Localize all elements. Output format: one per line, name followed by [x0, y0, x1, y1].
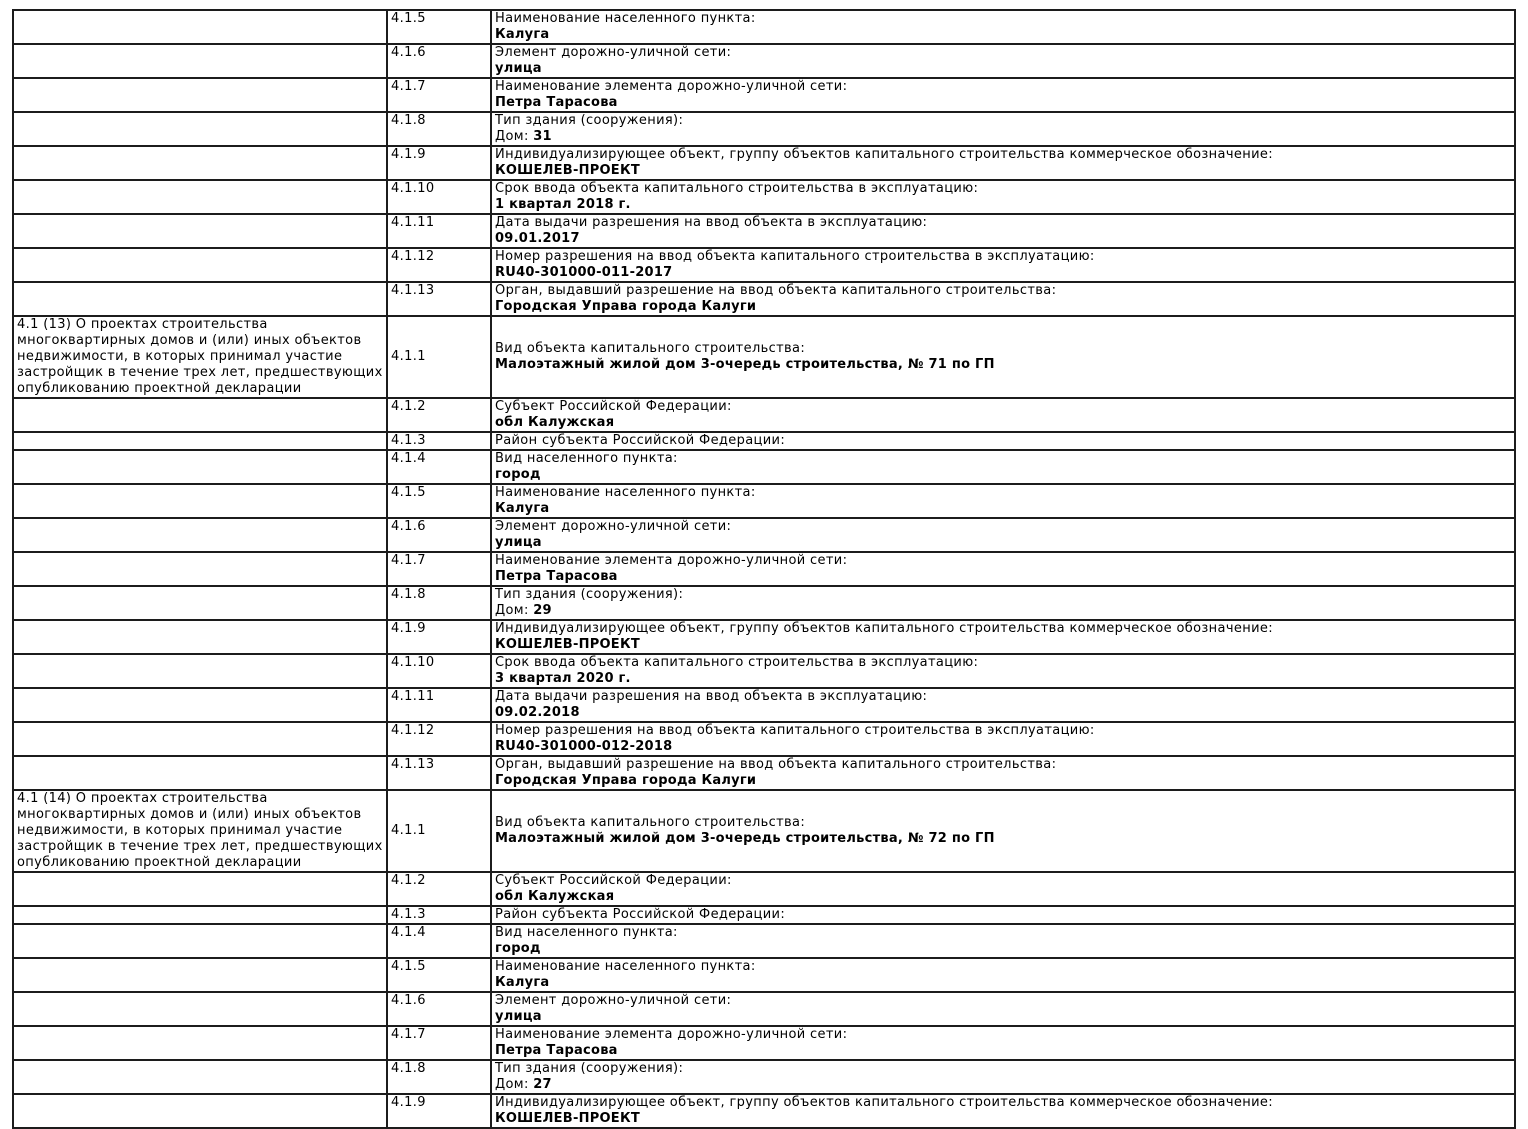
content-cell	[491, 1094, 1515, 1128]
content-cell	[491, 1026, 1515, 1060]
field-label: Субъект Российской Федерации:	[495, 399, 732, 414]
content-cell	[491, 924, 1515, 958]
table-row	[13, 958, 1515, 992]
table-row	[13, 398, 1515, 432]
table-row	[13, 518, 1515, 552]
field-value	[495, 975, 1511, 991]
item-number-cell: 4.1.10	[387, 654, 491, 688]
table-row	[13, 1060, 1515, 1094]
section-description-cell	[13, 78, 387, 112]
field-label: Субъект Российской Федерации:	[495, 873, 732, 888]
item-number-cell: 4.1.8	[387, 586, 491, 620]
content-cell	[491, 790, 1515, 872]
field-label: Тип здания (сооружения):	[495, 1061, 684, 1076]
section-description-cell	[13, 44, 387, 78]
field-label: Наименование элемента дорожно-уличной сети:	[495, 79, 848, 94]
item-number-cell: 4.1.12	[387, 248, 491, 282]
content-cell	[491, 552, 1515, 586]
declaration-table	[12, 9, 1516, 1129]
field-value-text: Петра Тарасова	[495, 95, 618, 110]
table-row	[13, 248, 1515, 282]
section-description-cell	[13, 484, 387, 518]
content-cell	[491, 484, 1515, 518]
item-number-cell: 4.1.5	[387, 958, 491, 992]
section-description-cell	[13, 112, 387, 146]
section-description-cell	[13, 146, 387, 180]
table-row	[13, 620, 1515, 654]
section-description-cell	[13, 958, 387, 992]
field-value-text: 3 квартал 2020 г.	[495, 671, 631, 686]
content-cell	[491, 958, 1515, 992]
field-label: Индивидуализирующее объект, группу объектов капитального строительства коммерческое обозначение:	[495, 147, 1273, 162]
item-number-cell: 4.1.10	[387, 180, 491, 214]
section-description-cell	[13, 992, 387, 1026]
content-cell	[491, 906, 1515, 924]
field-value	[495, 671, 1511, 687]
table-row	[13, 924, 1515, 958]
content-cell	[491, 146, 1515, 180]
field-value	[495, 231, 1511, 247]
table-row	[13, 688, 1515, 722]
field-value-prefix: Дом:	[495, 129, 534, 144]
field-label: Срок ввода объекта капитального строительства в эксплуатацию:	[495, 655, 979, 670]
table-row	[13, 214, 1515, 248]
content-cell	[491, 44, 1515, 78]
item-number-cell: 4.1.2	[387, 398, 491, 432]
field-value	[495, 831, 1511, 847]
field-value-text: обл Калужская	[495, 415, 615, 430]
content-cell	[491, 214, 1515, 248]
field-value	[495, 705, 1511, 721]
table-row	[13, 872, 1515, 906]
table-row	[13, 10, 1515, 44]
field-value	[495, 197, 1511, 213]
field-value-text: Городская Управа города Калуги	[495, 773, 757, 788]
field-value-text: 09.01.2017	[495, 231, 580, 246]
item-number-cell: 4.1.9	[387, 1094, 491, 1128]
item-number-cell: 4.1.6	[387, 992, 491, 1026]
field-value-text: город	[495, 941, 541, 956]
table-row	[13, 432, 1515, 450]
field-label: Тип здания (сооружения):	[495, 113, 684, 128]
content-cell	[491, 654, 1515, 688]
section-description-cell	[13, 722, 387, 756]
item-number-cell: 4.1.9	[387, 620, 491, 654]
field-label: Вид населенного пункта:	[495, 451, 678, 466]
content-cell	[491, 316, 1515, 398]
section-description-cell	[13, 1060, 387, 1094]
content-cell	[491, 432, 1515, 450]
item-number-cell: 4.1.3	[387, 432, 491, 450]
item-number-cell: 4.1.7	[387, 78, 491, 112]
field-label: Наименование элемента дорожно-уличной сети:	[495, 1027, 848, 1042]
field-value-text: Калуга	[495, 501, 550, 516]
field-value	[495, 163, 1511, 179]
item-number-cell: 4.1.5	[387, 10, 491, 44]
table-row	[13, 1026, 1515, 1060]
section-description-cell	[13, 620, 387, 654]
field-value-text: обл Калужская	[495, 889, 615, 904]
field-value	[495, 61, 1511, 77]
field-value-text: Городская Управа города Калуги	[495, 299, 757, 314]
section-description-cell	[13, 214, 387, 248]
field-value	[495, 265, 1511, 281]
item-number-cell: 4.1.12	[387, 722, 491, 756]
section-description-cell	[13, 1094, 387, 1128]
field-value-text: 27	[533, 1077, 552, 1092]
table-row	[13, 756, 1515, 790]
field-value	[495, 603, 1511, 619]
section-description-cell	[13, 248, 387, 282]
item-number-cell: 4.1.5	[387, 484, 491, 518]
table-row	[13, 722, 1515, 756]
field-label: Вид объекта капитального строительства:	[495, 815, 806, 830]
item-number-cell: 4.1.4	[387, 924, 491, 958]
field-value-text: 29	[533, 603, 552, 618]
field-value-text: КОШЕЛЕВ-ПРОЕКТ	[495, 163, 640, 178]
content-cell	[491, 10, 1515, 44]
field-value-text: Петра Тарасова	[495, 1043, 618, 1058]
item-number-cell: 4.1.2	[387, 872, 491, 906]
item-number-cell: 4.1.6	[387, 518, 491, 552]
content-cell	[491, 78, 1515, 112]
field-value-text: город	[495, 467, 541, 482]
table-row	[13, 146, 1515, 180]
field-value-text: КОШЕЛЕВ-ПРОЕКТ	[495, 637, 640, 652]
field-value	[495, 1043, 1511, 1059]
table-row	[13, 180, 1515, 214]
field-value-text: 09.02.2018	[495, 705, 580, 720]
field-label: Орган, выдавший разрешение на ввод объекта капитального строительства:	[495, 283, 1057, 298]
field-value-text: 31	[533, 129, 552, 144]
field-value	[495, 739, 1511, 755]
section-description-cell	[13, 1026, 387, 1060]
table-row	[13, 316, 1515, 398]
table-row	[13, 44, 1515, 78]
content-cell	[491, 248, 1515, 282]
item-number-cell: 4.1.11	[387, 214, 491, 248]
content-cell	[491, 518, 1515, 552]
field-value-text: Малоэтажный жилой дом 3-очередь строительства, № 71 по ГП	[495, 357, 995, 372]
item-number-cell: 4.1.13	[387, 756, 491, 790]
table-row	[13, 484, 1515, 518]
field-label: Элемент дорожно-уличной сети:	[495, 993, 732, 1008]
field-label: Дата выдачи разрешения на ввод объекта в эксплуатацию:	[495, 215, 928, 230]
field-value	[495, 299, 1511, 315]
field-label: Наименование населенного пункта:	[495, 485, 756, 500]
field-value	[495, 467, 1511, 483]
field-label: Наименование населенного пункта:	[495, 959, 756, 974]
field-value	[495, 95, 1511, 111]
section-description-cell	[13, 432, 387, 450]
field-label: Номер разрешения на ввод объекта капитального строительства в эксплуатацию:	[495, 249, 1095, 264]
table-row	[13, 992, 1515, 1026]
field-value	[495, 569, 1511, 585]
field-label: Номер разрешения на ввод объекта капитального строительства в эксплуатацию:	[495, 723, 1095, 738]
field-value	[495, 773, 1511, 789]
content-cell	[491, 180, 1515, 214]
field-label: Наименование населенного пункта:	[495, 11, 756, 26]
item-number-cell: 4.1.11	[387, 688, 491, 722]
content-cell	[491, 450, 1515, 484]
content-cell	[491, 282, 1515, 316]
field-value-text: улица	[495, 535, 542, 550]
field-value-text: Калуга	[495, 975, 550, 990]
item-number-cell: 4.1.7	[387, 552, 491, 586]
item-number-cell: 4.1.1	[387, 790, 491, 872]
field-label: Вид объекта капитального строительства:	[495, 341, 806, 356]
content-cell	[491, 722, 1515, 756]
item-number-cell: 4.1.4	[387, 450, 491, 484]
table-row	[13, 586, 1515, 620]
section-description-cell	[13, 180, 387, 214]
table-row	[13, 654, 1515, 688]
field-label: Срок ввода объекта капитального строительства в эксплуатацию:	[495, 181, 979, 196]
field-label: Тип здания (сооружения):	[495, 587, 684, 602]
field-value-text: RU40-301000-011-2017	[495, 265, 673, 280]
field-value	[495, 1077, 1511, 1093]
item-number-cell: 4.1.6	[387, 44, 491, 78]
table-row	[13, 1094, 1515, 1128]
field-value-text: Малоэтажный жилой дом 3-очередь строительства, № 72 по ГП	[495, 831, 995, 846]
section-description-text: 4.1 (14) О проектах строительства многоквартирных домов и (или) иных объектов недвижимости, в которых принимал участие застройщик в течение трех лет, предшествующих опубликованию проектной декларации	[17, 791, 383, 870]
section-description-cell	[13, 790, 387, 872]
content-cell	[491, 586, 1515, 620]
content-cell	[491, 688, 1515, 722]
field-label: Элемент дорожно-уличной сети:	[495, 45, 732, 60]
content-cell	[491, 1060, 1515, 1094]
field-label: Наименование элемента дорожно-уличной сети:	[495, 553, 848, 568]
table-row	[13, 790, 1515, 872]
section-description-cell	[13, 398, 387, 432]
section-description-cell	[13, 756, 387, 790]
item-number-cell: 4.1.9	[387, 146, 491, 180]
content-cell	[491, 992, 1515, 1026]
section-description-cell	[13, 872, 387, 906]
field-label: Район субъекта Российской Федерации:	[495, 433, 786, 448]
field-value	[495, 415, 1511, 431]
table-row	[13, 450, 1515, 484]
section-description-cell	[13, 586, 387, 620]
item-number-cell: 4.1.8	[387, 1060, 491, 1094]
content-cell	[491, 620, 1515, 654]
content-cell	[491, 112, 1515, 146]
table-row	[13, 282, 1515, 316]
declaration-table-body	[13, 10, 1515, 1128]
field-label: Элемент дорожно-уличной сети:	[495, 519, 732, 534]
field-value-text: улица	[495, 1009, 542, 1024]
section-description-cell	[13, 282, 387, 316]
table-row	[13, 552, 1515, 586]
field-label: Орган, выдавший разрешение на ввод объекта капитального строительства:	[495, 757, 1057, 772]
section-description-text: 4.1 (13) О проектах строительства многоквартирных домов и (или) иных объектов недвижимости, в которых принимал участие застройщик в течение трех лет, предшествующих опубликованию проектной декларации	[17, 317, 383, 396]
section-description-cell	[13, 316, 387, 398]
section-description-cell	[13, 906, 387, 924]
table-row	[13, 906, 1515, 924]
section-description-cell	[13, 450, 387, 484]
field-value	[495, 1009, 1511, 1025]
field-value-text: КОШЕЛЕВ-ПРОЕКТ	[495, 1111, 640, 1126]
field-value	[495, 889, 1511, 905]
field-value	[495, 941, 1511, 957]
content-cell	[491, 756, 1515, 790]
item-number-cell: 4.1.3	[387, 906, 491, 924]
field-label: Индивидуализирующее объект, группу объектов капитального строительства коммерческое обозначение:	[495, 621, 1273, 636]
section-description-cell	[13, 654, 387, 688]
item-number-cell: 4.1.13	[387, 282, 491, 316]
field-value-text: RU40-301000-012-2018	[495, 739, 673, 754]
item-number-cell: 4.1.7	[387, 1026, 491, 1060]
section-description-cell	[13, 518, 387, 552]
field-value	[495, 357, 1511, 373]
field-value	[495, 1111, 1511, 1127]
item-number-cell: 4.1.1	[387, 316, 491, 398]
item-number-cell: 4.1.8	[387, 112, 491, 146]
field-value-text: 1 квартал 2018 г.	[495, 197, 631, 212]
table-row	[13, 112, 1515, 146]
content-cell	[491, 398, 1515, 432]
section-description-cell	[13, 10, 387, 44]
section-description-cell	[13, 924, 387, 958]
section-description-cell	[13, 688, 387, 722]
field-label: Дата выдачи разрешения на ввод объекта в эксплуатацию:	[495, 689, 928, 704]
field-label: Индивидуализирующее объект, группу объектов капитального строительства коммерческое обозначение:	[495, 1095, 1273, 1110]
field-label: Район субъекта Российской Федерации:	[495, 907, 786, 922]
field-value-prefix: Дом:	[495, 603, 534, 618]
field-value-text: Калуга	[495, 27, 550, 42]
field-value-text: улица	[495, 61, 542, 76]
field-label: Вид населенного пункта:	[495, 925, 678, 940]
field-value-prefix: Дом:	[495, 1077, 534, 1092]
field-value	[495, 637, 1511, 653]
section-description-cell	[13, 552, 387, 586]
field-value	[495, 129, 1511, 145]
field-value	[495, 27, 1511, 43]
field-value	[495, 501, 1511, 517]
field-value-text: Петра Тарасова	[495, 569, 618, 584]
field-value	[495, 535, 1511, 551]
table-row	[13, 78, 1515, 112]
content-cell	[491, 872, 1515, 906]
